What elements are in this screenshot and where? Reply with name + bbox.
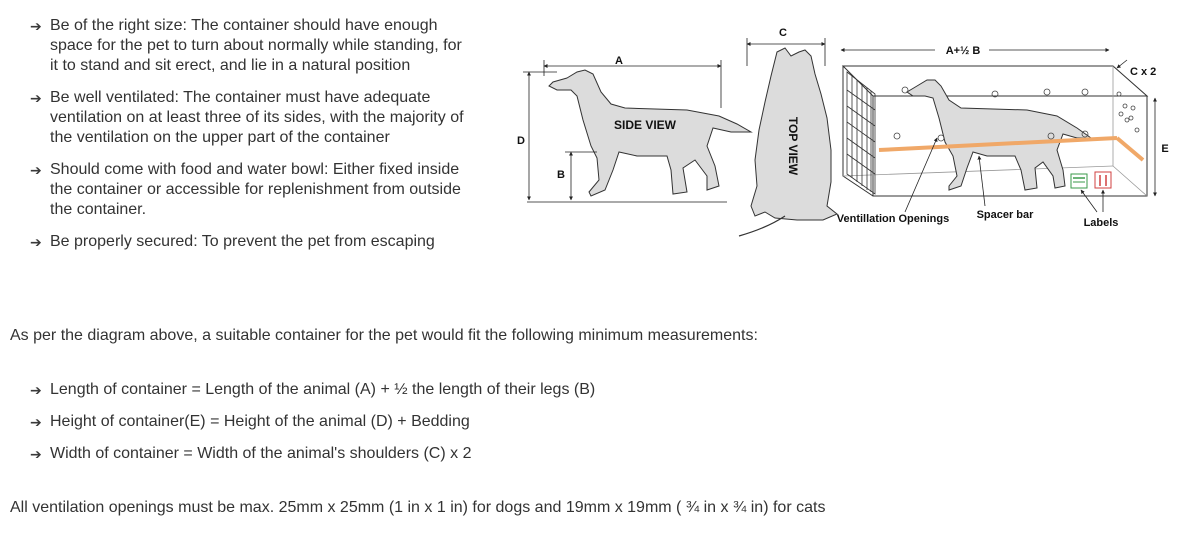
width-formula-label: C x 2 — [1130, 66, 1157, 78]
requirement-text: Should come with food and water bowl: Either fixed inside the container or accessible for replenishment from outside the container. — [50, 161, 461, 218]
spacer-bar — [1117, 138, 1143, 160]
arrow-bullet-icon: ➔ — [30, 383, 42, 399]
measurement-item-height — [30, 412, 730, 432]
requirement-text: Be properly secured: To prevent the pet from escaping — [50, 233, 435, 250]
measurements-list — [30, 380, 730, 464]
arrow-bullet-icon: ➔ — [30, 91, 42, 107]
crate-labels-stickers — [1071, 172, 1111, 188]
side-view-dog — [517, 55, 751, 202]
container-requirements-list — [30, 16, 470, 252]
measurement-item-length — [30, 380, 730, 400]
labels-callout-label: Labels — [1083, 217, 1119, 229]
arrow-bullet-icon: ➔ — [30, 163, 42, 179]
dimension-label-d: D — [517, 135, 525, 147]
requirement-item-size — [30, 16, 470, 76]
side-view-label: SIDE VIEW — [613, 118, 677, 132]
dimension-label-b: B — [557, 169, 565, 181]
requirement-item-ventilation — [30, 88, 470, 148]
pet-container-diagram — [487, 10, 1182, 238]
crate-diagram — [837, 45, 1169, 229]
measurement-text: Height of container(E) = Height of the animal (D) + Bedding — [50, 413, 470, 430]
ventilation-openings-label: Ventillation Openings — [836, 213, 950, 225]
requirement-item-food-water — [30, 160, 470, 220]
measurement-text: Width of container = Width of the animal's shoulders (C) x 2 — [50, 445, 472, 462]
requirement-item-secured — [30, 232, 470, 252]
top-view-label: TOP VIEW — [786, 116, 800, 176]
arrow-bullet-icon: ➔ — [30, 415, 42, 431]
arrow-bullet-icon: ➔ — [30, 235, 42, 251]
dimension-label-a: A — [615, 55, 623, 67]
length-formula-label: A+½ B — [945, 45, 981, 57]
measurement-item-width — [30, 444, 730, 464]
requirement-text: Be of the right size: The container should have enough space for the pet to turn about normally while standing, for it to stand and sit erect, and lie in a natural position — [50, 17, 462, 74]
measurements-intro: As per the diagram above, a suitable container for the pet would fit the following minimum measurements: — [10, 327, 758, 344]
arrow-bullet-icon: ➔ — [30, 19, 42, 35]
requirement-text: Be well ventilated: The container must have adequate ventilation on at least three of its sides, with the majority of the ventilation on the upper part of the container — [50, 89, 464, 146]
dimension-label-c: C — [779, 27, 787, 39]
dimension-label-e: E — [1161, 143, 1169, 155]
top-view-dog — [739, 27, 837, 236]
spacer-bar-label: Spacer bar — [976, 209, 1034, 221]
measurement-text: Length of container = Length of the animal (A) + ½ the length of their legs (B) — [50, 381, 596, 398]
arrow-bullet-icon: ➔ — [30, 447, 42, 463]
ventilation-size-note: All ventilation openings must be max. 25mm x 25mm (1 in x 1 in) for dogs and 19mm x 19mm ( ¾ in x ¾ in) for cats — [10, 499, 826, 516]
